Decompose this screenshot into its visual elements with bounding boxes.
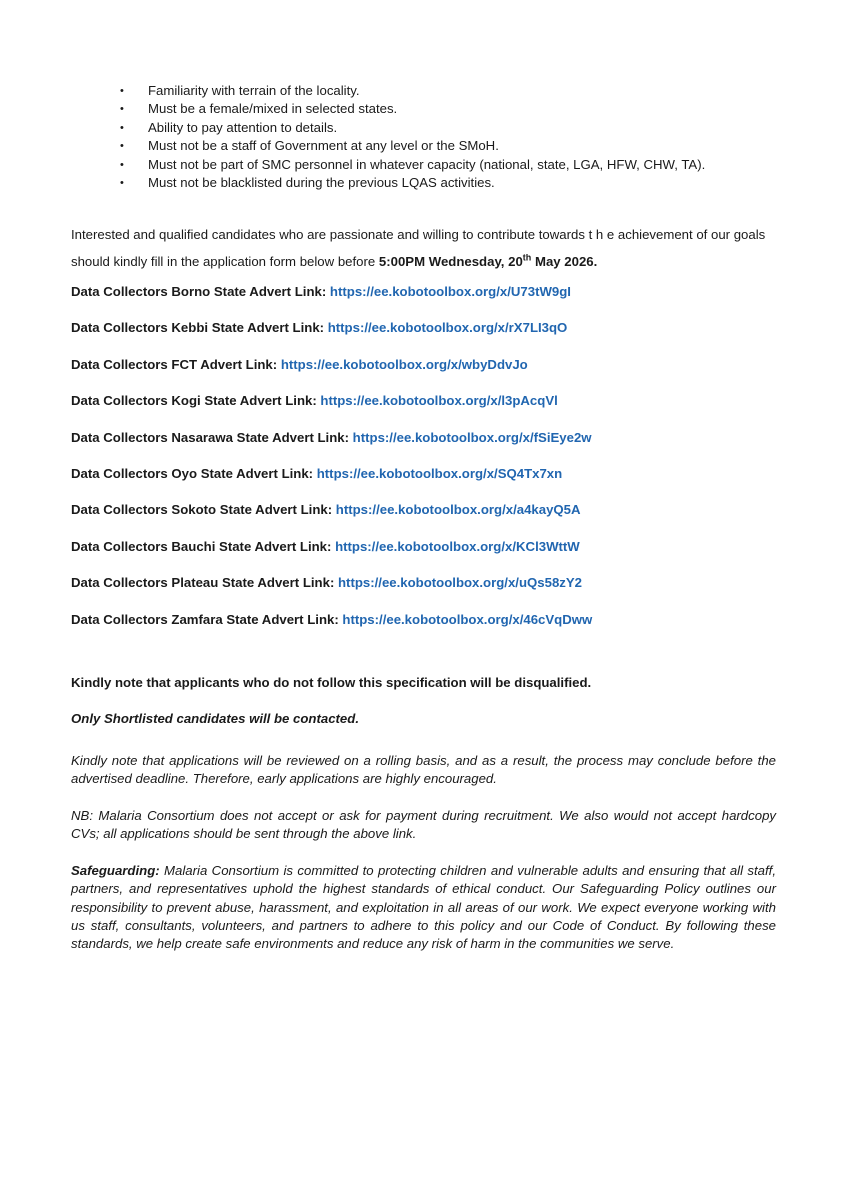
- advert-link[interactable]: https://ee.kobotoolbox.org/x/SQ4Tx7xn: [316, 465, 563, 481]
- advert-link-label: Data Collectors Sokoto State Advert Link:: [71, 502, 336, 518]
- rolling-basis-note: Kindly note that applications will be reviewed on a rolling basis, and as a result, the process may conclude before the advertised deadline. Therefore, early applications are highly encouraged.: [71, 753, 776, 787]
- bullet-icon: •: [120, 158, 124, 171]
- advert-link[interactable]: https://ee.kobotoolbox.org/x/46cVqDww: [342, 611, 593, 627]
- advert-links: [71, 283, 791, 647]
- safeguarding-statement: Safeguarding: Malaria Consortium is committed to protecting children and vulnerable adults and ensuring that all staff, partners, and representatives uphold the highest standards of ethical conduct. Our Safeguarding Policy outlines our responsibility to prevent abuse, harassment, and exploitation in all areas of our work. We expect everyone working with us staff, consultants, volunteers, and partners to adhere to this policy and our Code of Conduct. By following these standards, we help create safe environments and reduce any risk of harm in the communities we serve.: [71, 863, 776, 952]
- advert-link-label: Data Collectors Borno State Advert Link:: [71, 284, 330, 299]
- advert-link-row: [71, 356, 791, 392]
- payment-note: NB: Malaria Consortium does not accept or ask for payment during recruitment. We also would not accept hardcopy CVs; all applications should be sent through the above link.: [71, 808, 776, 842]
- list-item: • Must not be a staff of Government at any level or the SMoH.: [118, 137, 705, 155]
- shortlist-note: Only Shortlisted candidates will be contacted.: [71, 711, 359, 726]
- disqualification-note: Kindly note that applicants who do not follow this specification will be disqualified.: [71, 675, 592, 690]
- application-intro: Interested and qualified candidates who are passionate and willing to contribute towards t h e achievement of our goals should kindly fill in the application form below before 5:00PM Wednesday, 20th May 2026.: [71, 227, 766, 269]
- advert-link[interactable]: https://ee.kobotoolbox.org/x/uQs58zY2: [338, 575, 583, 591]
- safeguarding-heading: Safeguarding:: [71, 863, 160, 878]
- advert-link-label: Data Collectors Oyo State Advert Link:: [71, 465, 317, 481]
- advert-link-row: [71, 283, 791, 319]
- advert-link[interactable]: https://ee.kobotoolbox.org/x/l3pAcqVl: [320, 393, 558, 409]
- bullet-icon: •: [120, 176, 124, 189]
- advert-link-label: Data Collectors Zamfara State Advert Link:: [71, 611, 343, 627]
- requirements-list: [118, 82, 705, 192]
- bullet-icon: •: [120, 121, 124, 134]
- advert-link[interactable]: https://ee.kobotoolbox.org/x/KCl3WttW: [335, 538, 580, 554]
- advert-link-row: [71, 538, 791, 574]
- advert-link-row: [71, 501, 791, 537]
- bullet-icon: •: [120, 140, 124, 153]
- advert-link-label: Data Collectors Plateau State Advert Link:: [71, 575, 338, 591]
- list-item: • Must not be part of SMC personnel in whatever capacity (national, state, LGA, HFW, CHW, TA).: [118, 156, 705, 174]
- advert-link[interactable]: https://ee.kobotoolbox.org/x/rX7LI3qO: [327, 320, 568, 336]
- advert-link[interactable]: https://ee.kobotoolbox.org/x/a4kayQ5A: [335, 502, 581, 518]
- deadline: 5:00PM Wednesday, 20th May 2026.: [378, 252, 598, 269]
- advert-link[interactable]: https://ee.kobotoolbox.org/x/U73tW9gI: [329, 284, 571, 299]
- advert-link-row: [71, 429, 791, 465]
- bullet-icon: •: [120, 103, 124, 116]
- advert-link-row: [71, 319, 791, 355]
- list-item: • Must be a female/mixed in selected states.: [118, 100, 705, 118]
- advert-link-label: Data Collectors Nasarawa State Advert Link:: [71, 429, 353, 445]
- list-item: • Ability to pay attention to details.: [118, 119, 705, 137]
- advert-link-row: [71, 611, 791, 647]
- advert-link-label: Data Collectors Kebbi State Advert Link:: [71, 320, 328, 336]
- advert-link-label: Data Collectors Kogi State Advert Link:: [71, 393, 321, 409]
- list-item: • Familiarity with terrain of the locality.: [118, 82, 705, 100]
- advert-link-label: Data Collectors Bauchi State Advert Link:: [71, 538, 336, 554]
- advert-link-label: Data Collectors FCT Advert Link:: [71, 356, 281, 372]
- advert-link-row: [71, 392, 791, 428]
- advert-link-row: [71, 574, 791, 610]
- list-item: • Must not be blacklisted during the previous LQAS activities.: [118, 174, 705, 192]
- bullet-icon: •: [120, 85, 124, 97]
- advert-link[interactable]: https://ee.kobotoolbox.org/x/fSiEye2w: [352, 429, 592, 445]
- advert-link-row: [71, 465, 791, 501]
- advert-link[interactable]: https://ee.kobotoolbox.org/x/wbyDdvJo: [280, 356, 528, 372]
